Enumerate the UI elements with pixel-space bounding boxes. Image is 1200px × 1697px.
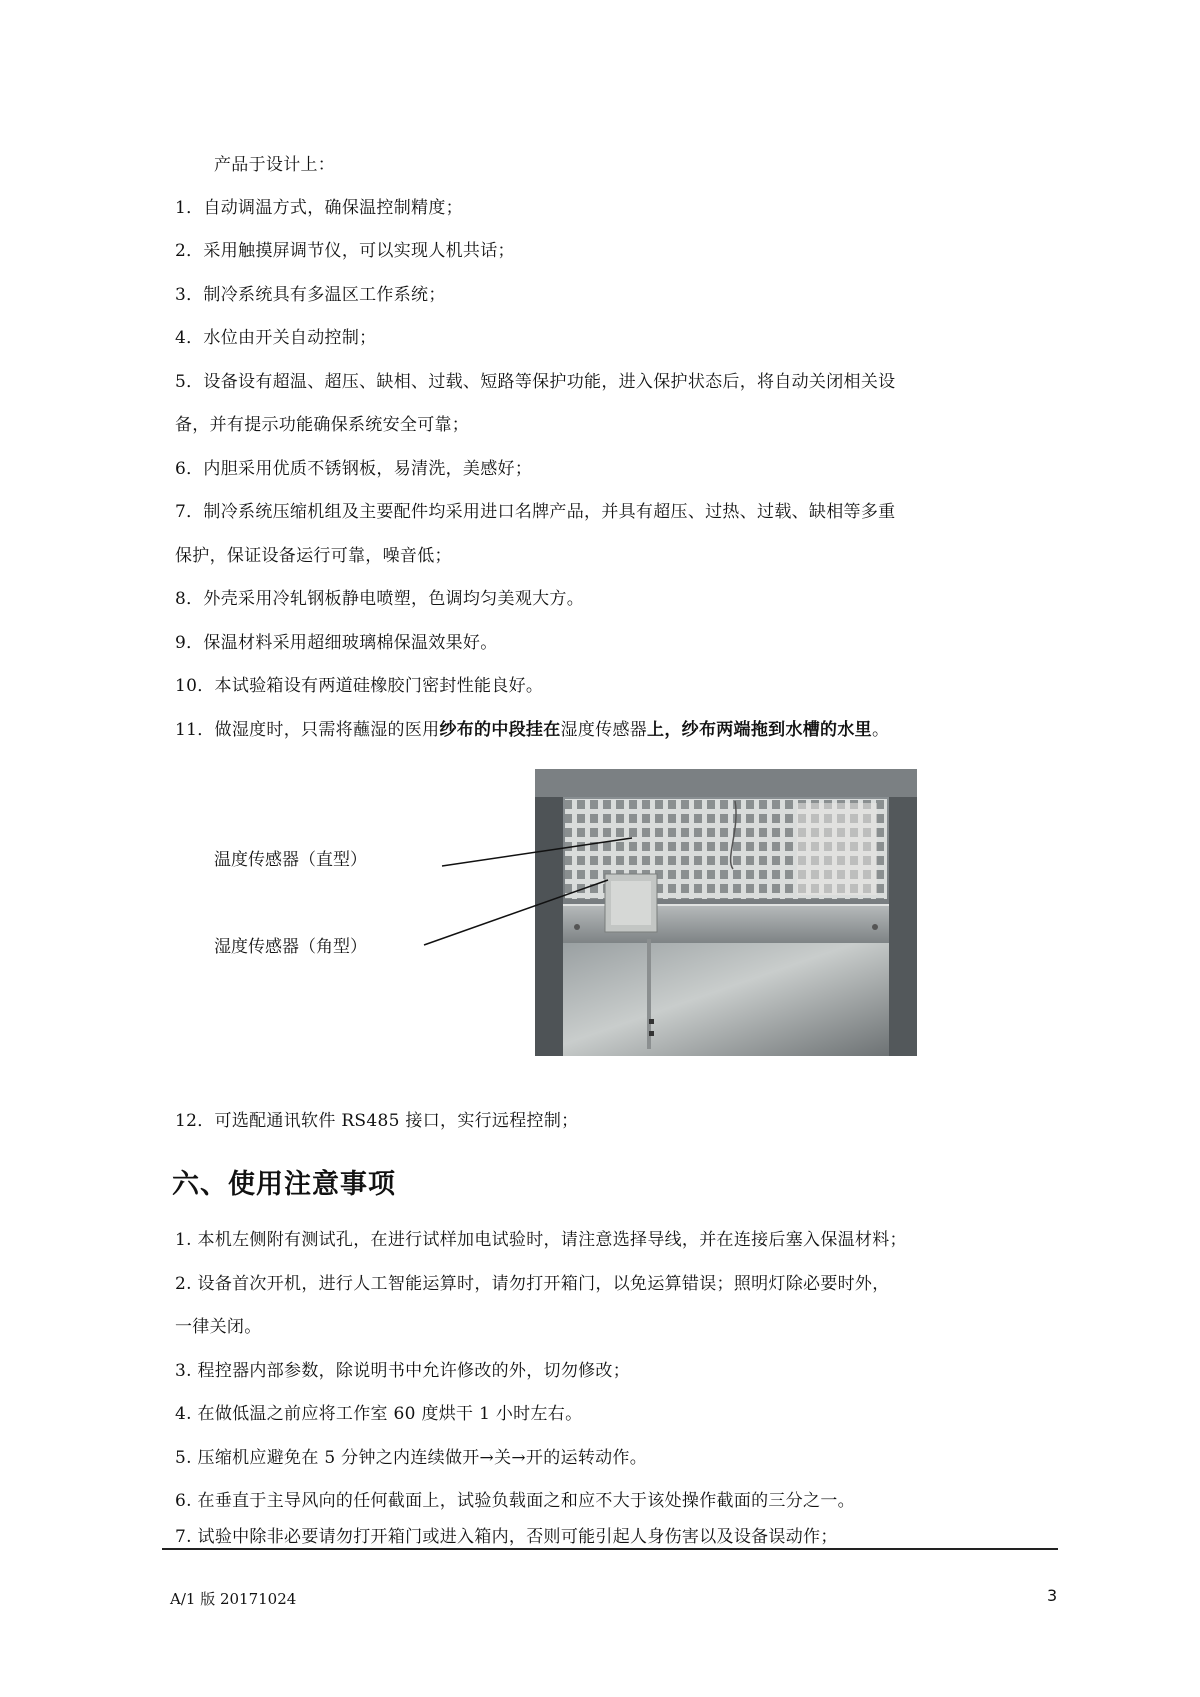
page-number: 3 xyxy=(1047,1586,1058,1605)
footer-version: A/1 版 20171024 xyxy=(170,1590,297,1608)
sensor-photo-illustration xyxy=(535,769,917,1056)
item11-text-1: 11．做湿度时，只需将蘸湿的医用 xyxy=(175,720,440,740)
precaution-item-7: 7. 试验中除非必要请勿打开箱门或进入箱内，否则可能引起人身伤害以及设备误动作； xyxy=(175,1527,838,1547)
item11-bold-2: 上，纱布两端拖到水槽的水里 xyxy=(647,720,872,740)
design-item-8: 8．外壳采用冷轧钢板静电喷塑，色调均匀美观大方。 xyxy=(175,589,585,609)
section-heading-precautions: 六、使用注意事项 xyxy=(172,1169,396,1200)
design-item-5: 5．设备设有超温、超压、缺相、过载、短路等保护功能，进入保护状态后，将自动关闭相关设 xyxy=(175,372,896,392)
design-item-3: 3．制冷系统具有多温区工作系统； xyxy=(175,285,446,305)
design-item-11 xyxy=(175,720,889,740)
precaution-item-5: 5. 压缩机应避免在 5 分钟之内连续做开→关→开的运转动作。 xyxy=(175,1448,648,1468)
design-item-12: 12．可选配通讯软件 RS485 接口，实行远程控制； xyxy=(175,1111,579,1131)
item11-text-2: 湿度传感器 xyxy=(560,720,648,740)
footer-divider xyxy=(162,1548,1058,1550)
precaution-item-3: 3. 程控器内部参数，除说明书中允许修改的外，切勿修改； xyxy=(175,1361,631,1381)
design-item-2: 2．采用触摸屏调节仪，可以实现人机共话； xyxy=(175,241,515,261)
precaution-item-2: 2. 设备首次开机，进行人工智能运算时，请勿打开箱门，以免运算错误；照明灯除必要时外， xyxy=(175,1274,890,1294)
label-humidity-sensor: 湿度传感器（角型） xyxy=(214,937,367,957)
design-item-7: 7．制冷系统压缩机组及主要配件均采用进口名牌产品，并具有超压、过热、过载、缺相等多重 xyxy=(175,502,896,522)
design-item-10: 10．本试验箱设有两道硅橡胶门密封性能良好。 xyxy=(175,676,544,696)
design-item-4: 4．水位由开关自动控制； xyxy=(175,328,377,348)
design-intro: 产品于设计上： xyxy=(214,155,336,175)
sensor-photo xyxy=(535,769,917,1056)
precaution-item-1: 1. 本机左侧附有测试孔，在进行试样加电试验时，请注意选择导线，并在连接后塞入保温材料； xyxy=(175,1230,907,1250)
label-temperature-sensor: 温度传感器（直型） xyxy=(214,850,367,870)
design-item-1: 1．自动调温方式，确保温控制精度； xyxy=(175,198,463,218)
design-item-6: 6．内胆采用优质不锈钢板，易清洗，美感好； xyxy=(175,459,533,479)
design-item-9: 9．保温材料采用超细玻璃棉保温效果好。 xyxy=(175,633,498,653)
design-item-7-cont: 保护，保证设备运行可靠，噪音低； xyxy=(175,546,452,566)
precaution-item-4: 4. 在做低温之前应将工作室 60 度烘干 1 小时左右。 xyxy=(175,1404,583,1424)
design-item-5-cont: 备，并有提示功能确保系统安全可靠； xyxy=(175,415,470,435)
precaution-item-2-cont: 一律关闭。 xyxy=(175,1317,262,1337)
item11-bold-1: 纱布的中段挂在 xyxy=(439,720,561,740)
item11-text-end: 。 xyxy=(871,720,890,740)
precaution-item-6: 6. 在垂直于主导风向的任何截面上，试验负载面之和应不大于该处操作截面的三分之一。 xyxy=(175,1491,855,1511)
